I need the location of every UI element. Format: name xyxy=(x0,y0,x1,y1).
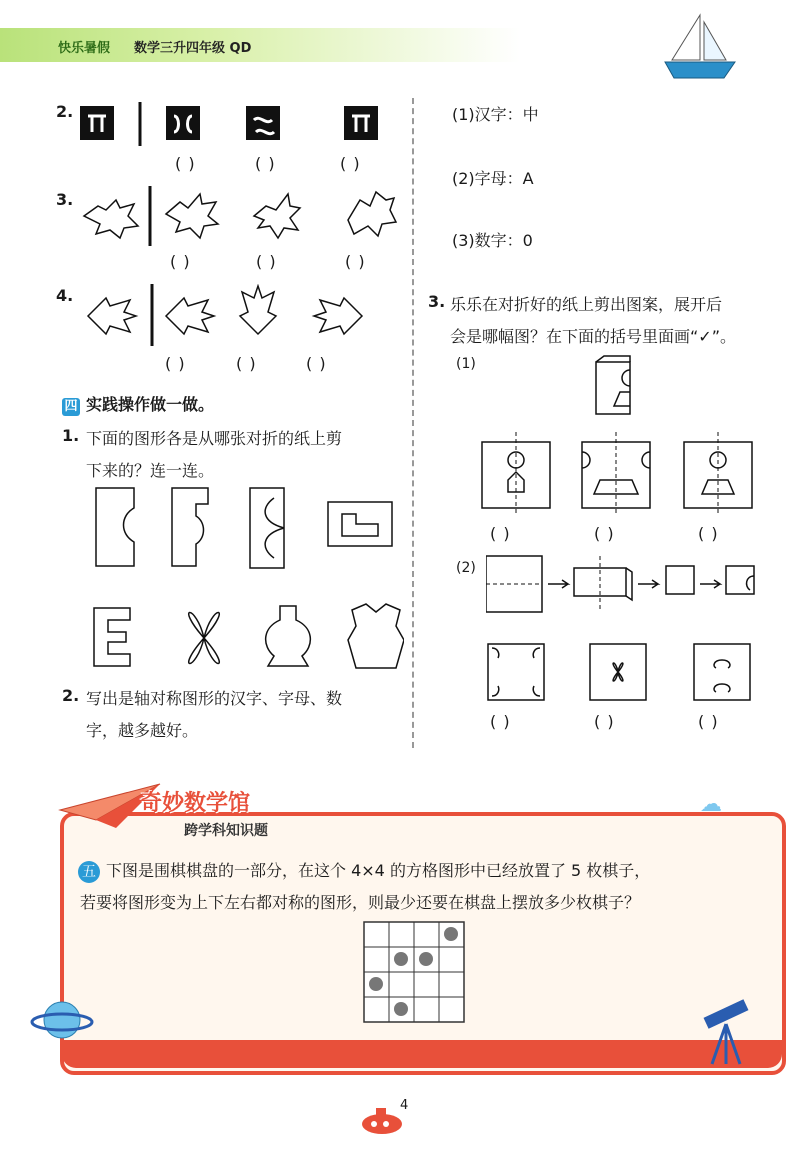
banner-subtitle: 跨学科知识题 xyxy=(184,823,268,839)
answer-paren[interactable]: ( ) xyxy=(170,252,191,271)
answer-paren[interactable]: ( ) xyxy=(256,252,277,271)
answer-paren[interactable]: ( ) xyxy=(698,524,719,543)
question-3-right-line2: 会是哪幅图？在下面的括号里面画“✓”。 xyxy=(450,327,736,346)
answer-paren[interactable]: ( ) xyxy=(255,154,276,173)
section-4-badge: 四 xyxy=(62,398,80,416)
question-2-number: 2. xyxy=(56,102,74,121)
section-4-heading xyxy=(62,392,214,416)
example-letter: (2)字母：A xyxy=(452,169,534,188)
question-3-number: 3. xyxy=(56,190,74,209)
sub-2-options xyxy=(486,640,756,704)
practice-1-line2: 下来的？连一连。 xyxy=(86,461,215,480)
header-title: 快乐暑假 xyxy=(58,41,111,56)
sub-1-options xyxy=(478,432,768,516)
answer-paren[interactable]: ( ) xyxy=(165,354,186,373)
answer-paren[interactable]: ( ) xyxy=(594,712,615,731)
section-4-title: 实践操作做一做。 xyxy=(86,395,215,414)
practice-1-line1: 下面的图形各是从哪张对折的纸上剪 xyxy=(86,429,343,448)
banner-line1-text: 下图是围棋棋盘的一部分，在这个 4×4 的方格图形中已经放置了 5 枚棋子， xyxy=(106,861,651,880)
header-subtitle: 数学三升四年级 QD xyxy=(134,41,252,56)
example-digit: (3)数字：0 xyxy=(452,231,533,250)
answer-paren[interactable]: ( ) xyxy=(236,354,257,373)
planet-icon xyxy=(30,990,94,1050)
question-4-number: 4. xyxy=(56,286,74,305)
example-hanzi: (1)汉字：中 xyxy=(452,105,539,124)
sailboat-icon xyxy=(660,10,740,82)
folded-paper-cut-1 xyxy=(590,354,636,418)
practice-2-line2: 字，越多越好。 xyxy=(86,721,199,740)
practice-1-number: 1. xyxy=(62,426,80,445)
sub-question-1-label: (1) xyxy=(456,356,476,372)
answer-paren[interactable]: ( ) xyxy=(490,524,511,543)
answer-paren[interactable]: ( ) xyxy=(345,252,366,271)
folded-paper-shapes xyxy=(84,484,404,574)
telescope-icon xyxy=(696,990,760,1070)
answer-paren[interactable]: ( ) xyxy=(698,712,719,731)
question-3-right-number: 3. xyxy=(428,292,446,311)
question-3-right-line1: 乐乐在对折好的纸上剪出图案，展开后 xyxy=(450,295,723,314)
unfolded-shapes xyxy=(84,602,404,672)
banner-bottom-strip xyxy=(62,1040,782,1068)
answer-paren[interactable]: ( ) xyxy=(490,712,511,731)
column-divider xyxy=(412,98,414,748)
question-2-shapes xyxy=(78,102,398,146)
folding-sequence xyxy=(486,552,756,616)
banner-title: 奇妙数学馆 xyxy=(140,791,251,816)
answer-paren[interactable]: ( ) xyxy=(594,524,615,543)
answer-paren[interactable]: ( ) xyxy=(306,354,327,373)
practice-2-number: 2. xyxy=(62,686,80,705)
answer-paren[interactable]: ( ) xyxy=(175,154,196,173)
question-4-arrows xyxy=(78,284,408,348)
cloud-icon: ☁ xyxy=(700,792,722,817)
answer-paren[interactable]: ( ) xyxy=(340,154,361,173)
sub-question-2-label: (2) xyxy=(456,560,476,576)
section-5-badge: 五 xyxy=(78,861,100,883)
practice-2-line1: 写出是轴对称图形的汉字、字母、数 xyxy=(86,689,343,708)
page-number: 4 xyxy=(400,1098,409,1113)
banner-question-line1 xyxy=(78,858,650,883)
banner-question-line2: 若要将图形变为上下左右都对称的图形，则最少还要在棋盘上摆放多少枚棋子？ xyxy=(80,893,641,912)
go-board-grid xyxy=(362,920,466,1024)
question-3-birds xyxy=(78,186,408,248)
